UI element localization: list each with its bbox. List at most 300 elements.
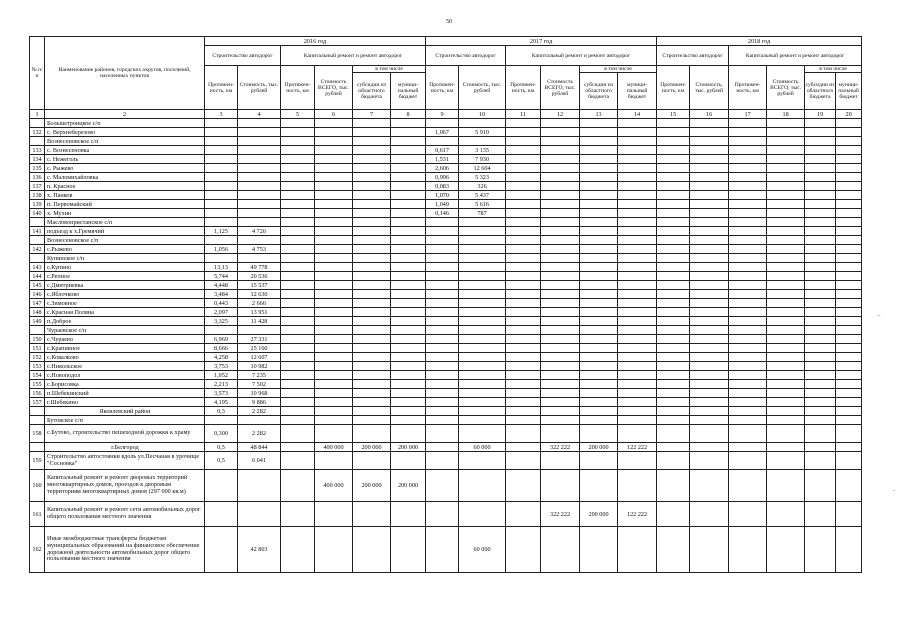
cell-col-18	[767, 236, 805, 245]
cell-col-10: 326	[459, 182, 506, 191]
cell-col-16	[690, 227, 729, 236]
cell-col-9: 1,067	[426, 128, 459, 137]
cell-col-20	[836, 200, 862, 209]
cell-col-14	[618, 335, 657, 344]
cell-col-6	[315, 227, 353, 236]
cell-col-6	[315, 254, 353, 263]
cell-col-14	[618, 209, 657, 218]
cell-col-19	[805, 416, 836, 425]
column-number: 18	[767, 110, 805, 119]
cell-col-14	[618, 227, 657, 236]
cell-col-18	[767, 380, 805, 389]
cell-col-10	[459, 407, 506, 416]
cell-col-16	[690, 173, 729, 182]
cell-col-8	[391, 191, 426, 200]
cell-col-15	[657, 236, 690, 245]
cell-col-5	[281, 227, 315, 236]
cell-col-18	[767, 200, 805, 209]
cell-col-9: 1,531	[426, 155, 459, 164]
cell-col-6	[315, 326, 353, 335]
cell-col-8	[391, 308, 426, 317]
cell-col-8	[391, 245, 426, 254]
cell-col-3: 0,5	[205, 452, 238, 470]
cell-col-17	[729, 527, 767, 573]
cell-col-15	[657, 407, 690, 416]
row-number: 139	[30, 200, 45, 209]
cell-col-8	[391, 344, 426, 353]
cell-col-20	[836, 425, 862, 443]
cell-col-17	[729, 425, 767, 443]
row-number: 153	[30, 362, 45, 371]
cell-col-11	[506, 182, 541, 191]
cell-col-3: 1,952	[205, 371, 238, 380]
subsidy-header: субсидии из областного бюджета	[353, 73, 391, 110]
cell-col-14	[618, 254, 657, 263]
cell-col-4	[238, 326, 281, 335]
cell-col-20	[836, 155, 862, 164]
cell-col-11	[506, 218, 541, 227]
cell-col-8	[391, 227, 426, 236]
cell-col-20	[836, 182, 862, 191]
cell-col-16	[690, 209, 729, 218]
cell-col-13	[580, 209, 618, 218]
cell-col-4	[238, 236, 281, 245]
cell-col-17	[729, 281, 767, 290]
cell-col-10: 5 323	[459, 173, 506, 182]
cell-col-14	[618, 191, 657, 200]
cell-col-9	[426, 380, 459, 389]
location-name: Капитальный ремонт и ремонт дворовых территорий многоквартирных домов, проездов к дворовым территориям многоквартирных домов (297 000 кв.м)	[45, 470, 205, 502]
cell-col-7	[353, 227, 391, 236]
cell-col-5	[281, 200, 315, 209]
cell-col-20	[836, 119, 862, 128]
cell-col-16	[690, 326, 729, 335]
cell-col-7	[353, 236, 391, 245]
cell-col-4: 2 666	[238, 299, 281, 308]
cell-col-13	[580, 281, 618, 290]
cell-col-9: 0,996	[426, 173, 459, 182]
cell-col-16	[690, 470, 729, 502]
cell-col-4: 2 282	[238, 425, 281, 443]
cell-col-8	[391, 164, 426, 173]
cell-col-3: 3,753	[205, 362, 238, 371]
cell-col-4: 15 537	[238, 281, 281, 290]
cell-col-19	[805, 128, 836, 137]
cell-col-12	[541, 326, 580, 335]
table-header	[30, 37, 862, 119]
cell-col-9	[426, 470, 459, 502]
cell-col-9	[426, 344, 459, 353]
location-name: с. Рыжево	[45, 164, 205, 173]
cell-col-13	[580, 317, 618, 326]
cell-col-10: 12 604	[459, 164, 506, 173]
cell-col-16	[690, 191, 729, 200]
cell-col-13	[580, 272, 618, 281]
cell-col-13	[580, 425, 618, 443]
row-number: 158	[30, 425, 45, 443]
table-row	[30, 182, 862, 191]
cell-col-10	[459, 470, 506, 502]
cell-col-6	[315, 362, 353, 371]
column-number: 20	[836, 110, 862, 119]
cell-col-19	[805, 335, 836, 344]
cell-col-6	[315, 502, 353, 527]
cell-col-14	[618, 146, 657, 155]
cell-col-14	[618, 128, 657, 137]
cell-col-4	[238, 164, 281, 173]
cell-col-11	[506, 398, 541, 407]
cell-col-19	[805, 182, 836, 191]
cell-col-14	[618, 137, 657, 146]
cell-col-3: 0,443	[205, 299, 238, 308]
cell-col-20	[836, 191, 862, 200]
cell-col-19	[805, 362, 836, 371]
cell-col-17	[729, 389, 767, 398]
cell-col-16	[690, 353, 729, 362]
cell-col-18	[767, 128, 805, 137]
cell-col-12	[541, 164, 580, 173]
cell-col-17	[729, 380, 767, 389]
cell-col-10	[459, 236, 506, 245]
table-row	[30, 353, 862, 362]
cell-col-4	[238, 173, 281, 182]
cell-col-6: 400 000	[315, 470, 353, 502]
cell-col-9	[426, 389, 459, 398]
cell-col-11	[506, 371, 541, 380]
cell-col-18	[767, 353, 805, 362]
cell-col-9	[426, 227, 459, 236]
cell-col-18	[767, 389, 805, 398]
cell-col-19	[805, 272, 836, 281]
year-header-2018: 2018 год	[657, 37, 862, 46]
cell-col-8	[391, 263, 426, 272]
cell-col-11	[506, 209, 541, 218]
cell-col-16	[690, 272, 729, 281]
cell-col-11	[506, 137, 541, 146]
cell-col-9	[426, 137, 459, 146]
cell-col-9	[426, 272, 459, 281]
table-row	[30, 272, 862, 281]
cell-col-7	[353, 245, 391, 254]
cell-col-10	[459, 398, 506, 407]
cell-col-11	[506, 245, 541, 254]
cell-col-10	[459, 263, 506, 272]
cell-col-10	[459, 371, 506, 380]
cell-col-4	[238, 137, 281, 146]
cell-col-12	[541, 263, 580, 272]
cell-col-7	[353, 380, 391, 389]
cell-col-6	[315, 398, 353, 407]
cell-col-17	[729, 362, 767, 371]
cell-col-19	[805, 137, 836, 146]
cell-col-4	[238, 182, 281, 191]
cell-col-11	[506, 191, 541, 200]
location-name: Строительство автостоянки вдоль ул.Песчаная в урочище "Сосновка"	[45, 452, 205, 470]
cell-col-11	[506, 290, 541, 299]
cell-col-5	[281, 218, 315, 227]
cell-col-5	[281, 128, 315, 137]
cell-col-16	[690, 254, 729, 263]
including-header: в том числе	[580, 66, 657, 73]
cell-col-13	[580, 380, 618, 389]
cell-col-19	[805, 236, 836, 245]
cell-col-12	[541, 137, 580, 146]
cell-col-11	[506, 407, 541, 416]
cell-col-12	[541, 200, 580, 209]
cell-col-19	[805, 407, 836, 416]
cell-col-18	[767, 191, 805, 200]
cell-col-5	[281, 281, 315, 290]
location-name: с.Купино	[45, 263, 205, 272]
column-number: 2	[45, 110, 205, 119]
cell-col-3	[205, 191, 238, 200]
cell-col-16	[690, 263, 729, 272]
cell-col-12: 322 222	[541, 443, 580, 452]
cell-col-10	[459, 335, 506, 344]
cell-col-5	[281, 290, 315, 299]
cell-col-17	[729, 371, 767, 380]
cell-col-16	[690, 407, 729, 416]
cell-col-13	[580, 344, 618, 353]
cell-col-3: 1,125	[205, 227, 238, 236]
cell-col-6	[315, 452, 353, 470]
table-row	[30, 452, 862, 470]
cell-col-13	[580, 527, 618, 573]
cell-col-3	[205, 326, 238, 335]
cost-total-header: Стоимость ВСЕГО, тыс. рублей	[541, 66, 580, 110]
cell-col-8	[391, 452, 426, 470]
cell-col-20	[836, 227, 862, 236]
cell-col-18	[767, 317, 805, 326]
cell-col-4: 48 844	[238, 443, 281, 452]
repair-header: Капитальный ремонт и ремонт автодорог	[281, 46, 426, 66]
row-number: 161	[30, 502, 45, 527]
cell-col-3	[205, 173, 238, 182]
cell-col-10: 60 000	[459, 527, 506, 573]
cell-col-13	[580, 119, 618, 128]
municipal-header: муници-пальный бюджет	[391, 73, 426, 110]
cell-col-18	[767, 452, 805, 470]
cell-col-3	[205, 155, 238, 164]
row-number: 159	[30, 452, 45, 470]
municipal-header: муници-пальный бюджет	[836, 73, 862, 110]
row-number: 134	[30, 155, 45, 164]
row-number	[30, 236, 45, 245]
cell-col-10	[459, 416, 506, 425]
cell-col-16	[690, 389, 729, 398]
cell-col-4: 12 607	[238, 353, 281, 362]
location-name: х. Панков	[45, 191, 205, 200]
cell-col-13	[580, 164, 618, 173]
cell-col-10: 787	[459, 209, 506, 218]
cell-col-5	[281, 389, 315, 398]
cell-col-18	[767, 344, 805, 353]
cell-col-10: 5 437	[459, 191, 506, 200]
cell-col-20	[836, 502, 862, 527]
table-row	[30, 308, 862, 317]
cell-col-19	[805, 326, 836, 335]
cell-col-8	[391, 272, 426, 281]
cell-col-14	[618, 353, 657, 362]
cell-col-4: 27 331	[238, 335, 281, 344]
cell-col-13	[580, 155, 618, 164]
table-row	[30, 407, 862, 416]
cell-col-16	[690, 362, 729, 371]
cell-col-11	[506, 425, 541, 443]
cell-col-6	[315, 527, 353, 573]
cell-col-17	[729, 191, 767, 200]
cell-col-9	[426, 326, 459, 335]
cell-col-10	[459, 299, 506, 308]
cell-col-9	[426, 299, 459, 308]
cell-col-7	[353, 119, 391, 128]
cell-col-3: 4,448	[205, 281, 238, 290]
cell-col-5	[281, 380, 315, 389]
cell-col-12	[541, 173, 580, 182]
cell-col-17	[729, 416, 767, 425]
cell-col-3: 3,484	[205, 290, 238, 299]
cell-col-12	[541, 308, 580, 317]
cell-col-11	[506, 263, 541, 272]
cell-col-14	[618, 200, 657, 209]
cell-col-19	[805, 227, 836, 236]
cell-col-6	[315, 290, 353, 299]
cell-col-10	[459, 308, 506, 317]
cell-col-5	[281, 146, 315, 155]
cell-col-5	[281, 335, 315, 344]
cell-col-5	[281, 137, 315, 146]
cell-col-11	[506, 155, 541, 164]
cell-col-9	[426, 308, 459, 317]
cell-col-3: 4,195	[205, 398, 238, 407]
cell-col-4	[238, 416, 281, 425]
cell-col-16	[690, 416, 729, 425]
cell-col-5	[281, 119, 315, 128]
cost-header: Стоимость, тыс. рублей	[459, 66, 506, 110]
cell-col-8	[391, 281, 426, 290]
cell-col-13	[580, 146, 618, 155]
cell-col-10	[459, 137, 506, 146]
cell-col-12	[541, 407, 580, 416]
cell-col-3	[205, 218, 238, 227]
cell-col-19	[805, 281, 836, 290]
cell-col-13	[580, 398, 618, 407]
cell-col-11	[506, 272, 541, 281]
table-row	[30, 155, 862, 164]
cell-col-11	[506, 326, 541, 335]
cell-col-11	[506, 308, 541, 317]
location-name: с.Рыжево	[45, 245, 205, 254]
cell-col-14	[618, 425, 657, 443]
cell-col-6	[315, 182, 353, 191]
column-number: 19	[805, 110, 836, 119]
cell-col-12	[541, 389, 580, 398]
cell-col-13: 200 000	[580, 443, 618, 452]
cell-col-3: 3,573	[205, 389, 238, 398]
cell-col-10	[459, 317, 506, 326]
row-number: 137	[30, 182, 45, 191]
cell-col-4	[238, 218, 281, 227]
location-name: с.Репное	[45, 272, 205, 281]
cell-col-10	[459, 425, 506, 443]
cell-col-3	[205, 119, 238, 128]
cell-col-14	[618, 263, 657, 272]
cell-col-9	[426, 527, 459, 573]
cell-col-4: 7 235	[238, 371, 281, 380]
cell-col-17	[729, 227, 767, 236]
cell-col-14	[618, 452, 657, 470]
cell-col-4	[238, 209, 281, 218]
cell-col-8	[391, 371, 426, 380]
cell-col-20	[836, 218, 862, 227]
cell-col-4: 7 502	[238, 380, 281, 389]
cell-col-15	[657, 353, 690, 362]
cell-col-18	[767, 263, 805, 272]
cell-col-4	[238, 128, 281, 137]
cell-col-15	[657, 227, 690, 236]
cell-col-15	[657, 146, 690, 155]
cell-col-3	[205, 200, 238, 209]
cell-col-12	[541, 425, 580, 443]
cell-col-9: 1,049	[426, 200, 459, 209]
cell-col-11	[506, 236, 541, 245]
cell-col-5	[281, 173, 315, 182]
cell-col-4: 13 951	[238, 308, 281, 317]
margin-mark: -	[893, 486, 896, 494]
cell-col-15	[657, 245, 690, 254]
cell-col-5	[281, 164, 315, 173]
cell-col-5	[281, 263, 315, 272]
cell-col-3: 2,097	[205, 308, 238, 317]
cell-col-18	[767, 137, 805, 146]
cell-col-6	[315, 299, 353, 308]
location-name: с.Никольское	[45, 362, 205, 371]
cell-col-16	[690, 290, 729, 299]
length-header: Протяжен-ность, км	[205, 66, 238, 110]
cell-col-20	[836, 362, 862, 371]
cell-col-16	[690, 398, 729, 407]
cell-col-18	[767, 362, 805, 371]
cell-col-13: 200 000	[580, 502, 618, 527]
cell-col-16	[690, 245, 729, 254]
column-number: 17	[729, 110, 767, 119]
table-row	[30, 263, 862, 272]
cell-col-13	[580, 416, 618, 425]
cell-col-4	[238, 155, 281, 164]
cell-col-8	[391, 389, 426, 398]
cell-col-7	[353, 200, 391, 209]
cell-col-19	[805, 173, 836, 182]
cell-col-14	[618, 245, 657, 254]
location-name: с.Зимовное	[45, 299, 205, 308]
cell-col-12	[541, 218, 580, 227]
cell-col-12	[541, 470, 580, 502]
cell-col-7	[353, 299, 391, 308]
cell-col-14	[618, 236, 657, 245]
cell-col-8	[391, 200, 426, 209]
cell-col-14	[618, 164, 657, 173]
length-header: Протяжен-ность, км	[657, 66, 690, 110]
cell-col-16	[690, 344, 729, 353]
cell-col-13	[580, 236, 618, 245]
cell-col-4	[238, 200, 281, 209]
cell-col-10: 7 930	[459, 155, 506, 164]
cell-col-16	[690, 128, 729, 137]
cell-col-8	[391, 416, 426, 425]
cell-col-6	[315, 380, 353, 389]
cell-col-8	[391, 299, 426, 308]
cell-col-7	[353, 308, 391, 317]
